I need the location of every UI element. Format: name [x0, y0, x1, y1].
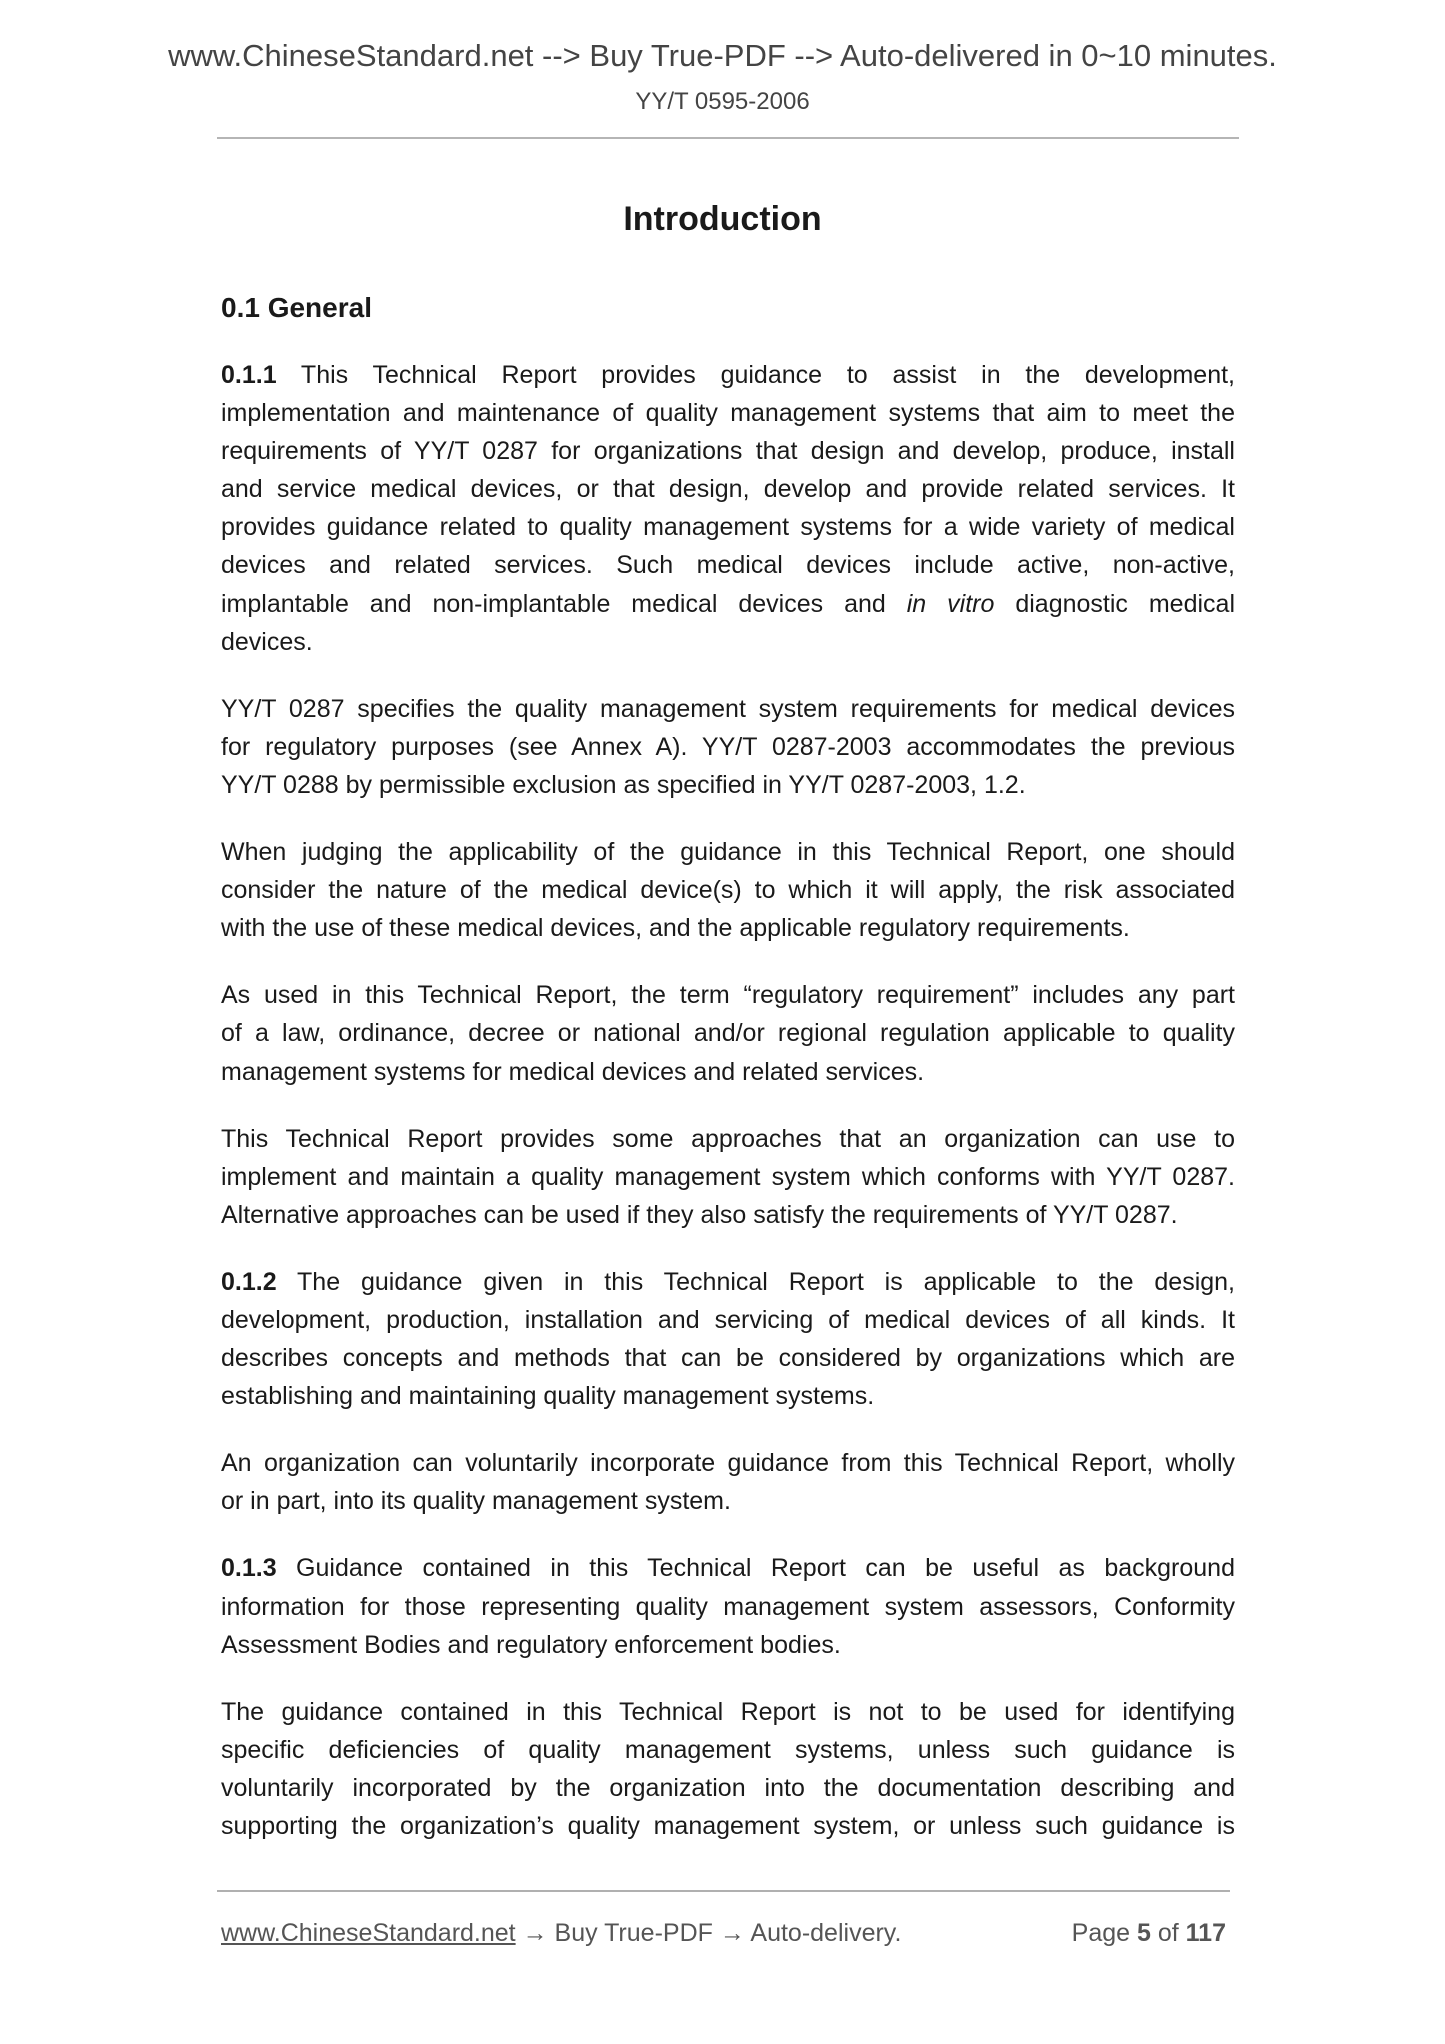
text-line: devices and related services. Such medical devices include active, non-active, — [221, 551, 1235, 580]
paragraph — [221, 690, 1235, 804]
text-line: consider the nature of the medical device(s) to which it will apply, the risk associated — [221, 876, 1235, 905]
text-line: supporting the organization’s quality management system, or unless such guidance is — [221, 1812, 1235, 1840]
text-line: voluntarily incorporated by the organization into the documentation describing and — [221, 1773, 1235, 1802]
document-id: YY/T 0595-2006 — [635, 88, 810, 115]
paragraph — [221, 833, 1235, 947]
footer-divider — [217, 1890, 1230, 1892]
paragraph — [221, 1444, 1235, 1520]
page-label: Page — [1071, 1919, 1137, 1947]
text-line: This Technical Report provides some approaches that an organization can use to — [221, 1124, 1235, 1153]
footer — [221, 1919, 1226, 1948]
header-divider — [217, 137, 1239, 139]
paragraph — [221, 1549, 1235, 1663]
paragraph — [221, 356, 1235, 661]
text-line: implement and maintain a quality management system which conforms with YY/T 0287. — [221, 1162, 1235, 1191]
header-banner: www.ChineseStandard.net --> Buy True-PDF --> Auto-delivered in 0~10 minutes. — [168, 38, 1277, 73]
text-line: specific deficiencies of quality management systems, unless such guidance is — [221, 1735, 1235, 1764]
text-line: implantable and non-implantable medical devices and in vitro diagnostic medical — [221, 589, 1235, 618]
text-line: management systems for medical devices and related services. — [221, 1057, 925, 1086]
text-line: YY/T 0287 specifies the quality management system requirements for medical devices — [221, 694, 1235, 723]
section-heading: 0.1 General — [221, 292, 372, 323]
paragraph — [221, 1693, 1235, 1845]
paragraphs — [221, 356, 1235, 1845]
text-line: As used in this Technical Report, the term “regulatory requirement” includes any part — [221, 981, 1235, 1010]
text-line: 0.1.1 This Technical Report provides guidance to assist in the development, — [221, 361, 1235, 389]
document-body — [221, 289, 1235, 1874]
text-line: and service medical devices, or that design, develop and provide related services. It — [221, 475, 1235, 504]
page-number: 5 — [1137, 1919, 1151, 1947]
paragraph — [221, 1120, 1235, 1234]
clause-number: 0.1.3 — [221, 1554, 277, 1583]
text-line: of a law, ordinance, decree or national and/or regional regulation applicable to quality — [221, 1019, 1235, 1048]
text-line: or in part, into its quality management system. — [221, 1487, 731, 1516]
text-line: establishing and maintaining quality management systems. — [221, 1382, 875, 1411]
text-line: implementation and maintenance of quality management systems that aim to meet the — [221, 399, 1235, 428]
footer-text: → Buy True-PDF → Auto-delivery. — [515, 1919, 902, 1947]
clause-number: 0.1.1 — [221, 361, 277, 389]
page-title: Introduction — [623, 200, 822, 238]
text-line: When judging the applicability of the guidance in this Technical Report, one should — [221, 838, 1235, 867]
text-line: describes concepts and methods that can be considered by organizations which are — [221, 1344, 1235, 1373]
text-line: devices. — [221, 627, 313, 656]
text-line: 0.1.3 Guidance contained in this Technical Report can be useful as background — [221, 1554, 1235, 1583]
text-line: for regulatory purposes (see Annex A). YY/T 0287-2003 accommodates the previous — [221, 732, 1235, 761]
of-label: of — [1150, 1919, 1186, 1947]
paragraph — [221, 976, 1235, 1090]
page-total: 117 — [1185, 1919, 1226, 1947]
text-line: The guidance contained in this Technical Report is not to be used for identifying — [221, 1697, 1235, 1726]
text-line: 0.1.2 The guidance given in this Technical Report is applicable to the design, — [221, 1267, 1235, 1296]
text-line: Alternative approaches can be used if they also satisfy the requirements of YY/T 0287. — [221, 1200, 1178, 1229]
footer-link[interactable]: www.ChineseStandard.net — [221, 1919, 516, 1947]
text-line: provides guidance related to quality management systems for a wide variety of medical — [221, 513, 1235, 542]
text-line: An organization can voluntarily incorporate guidance from this Technical Report, wholly — [221, 1449, 1235, 1478]
text-line: development, production, installation and servicing of medical devices of all kinds. It — [221, 1305, 1235, 1334]
clause-number: 0.1.2 — [221, 1267, 277, 1296]
page-indicator — [1072, 1919, 1226, 1948]
text-line: YY/T 0288 by permissible exclusion as specified in YY/T 0287-2003, 1.2. — [221, 770, 1026, 799]
text-line: information for those representing quality management system assessors, Conformity — [221, 1592, 1235, 1621]
paragraph — [221, 1263, 1235, 1415]
text-line: requirements of YY/T 0287 for organizations that design and develop, produce, install — [221, 437, 1235, 466]
text-line: with the use of these medical devices, and the applicable regulatory requirements. — [221, 914, 1130, 943]
text-line: Assessment Bodies and regulatory enforcement bodies. — [221, 1630, 841, 1659]
